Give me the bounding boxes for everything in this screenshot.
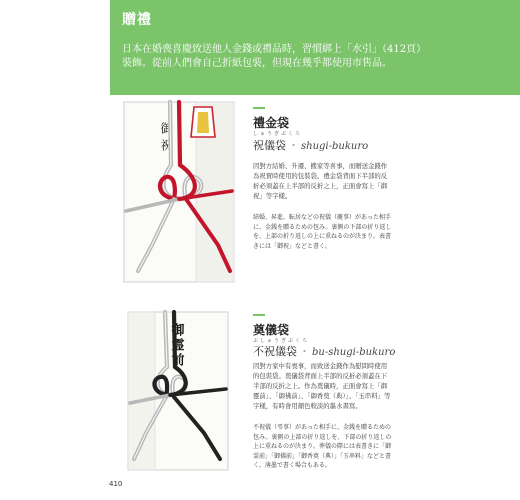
term-separator: ・ (288, 139, 299, 152)
entry-description-jp: 結婚、昇進、転居などの祝儀（慶事）があった相手に、金銭を贈るための包み。裏側の下部の折り返しを、上部の折り返しの上に重ねるのが決まり。表書きには「御祝」などと書く。 (253, 214, 392, 250)
jp-term: 不祝儀袋 (253, 345, 297, 358)
envelope-inscription: 御霊前 (168, 323, 184, 368)
section-header (110, 0, 520, 95)
entry-jp-term (253, 343, 395, 359)
romaji: shugi-bukuro (301, 141, 369, 152)
entry-description-zh: 因對方結婚、升遷、搬家等喜事，而贈送金錢作為祝賀時使用的包裝袋。禮金袋背面下半部的反折必須蓋在上半部的反折之上，正面會寫上「御祝」等字樣。 (253, 162, 388, 200)
bu-shugi-bukuro-illustration (108, 305, 248, 475)
term-separator: ・ (299, 345, 310, 358)
entry-rule (253, 107, 265, 109)
entry-title: 奠儀袋 (253, 323, 290, 337)
envelope-inscription: 御祝 (159, 122, 173, 156)
section-intro: 日本在婚喪喜慶致送他人金錢或禮品時，習慣綁上「水引」（412頁）裝飾。從前人們會自己折紙包裝，但現在幾乎都使用市售品。 (122, 44, 422, 69)
entry-description-jp: 不祝儀（弔事）があった相手に、金銭を贈るための包み。裏側の上部の折り返しを、下部の折り返しの上に重ねるのが決まり。葬儀の際には表書きに「御霊前」「御佛前」「御香奠（典）」「玉串料」などと書く。薄墨で書く場合もある。 (253, 424, 392, 469)
entry-ruby: ぶしゅうぎぶくろ (253, 338, 310, 344)
entry-title: 禮金袋 (253, 116, 290, 130)
shugi-bukuro-illustration (108, 95, 248, 285)
entry-jp-term (253, 137, 368, 153)
page-number: 410 (109, 480, 123, 488)
entry-ruby: しゅうぎぶくろ (253, 131, 303, 137)
entry-description-zh: 因對方家中有喪事，而致送金錢作為慰問時使用的包裝袋。奠儀袋背面上半部的反折必須蓋在下半部的反折之上。作為奠儀時，正面會寫上「御靈前」、「御佛前」、「御香奠（典）」、「玉串料」等字樣，有時會用顏色較淡的墨水書寫。 (253, 362, 391, 410)
section-title: 贈禮 (122, 12, 152, 28)
romaji: bu-shugi-bukuro (312, 347, 396, 358)
jp-term: 祝儀袋 (253, 139, 286, 152)
entry-rule (253, 314, 265, 316)
noshi-ornament (191, 107, 215, 137)
